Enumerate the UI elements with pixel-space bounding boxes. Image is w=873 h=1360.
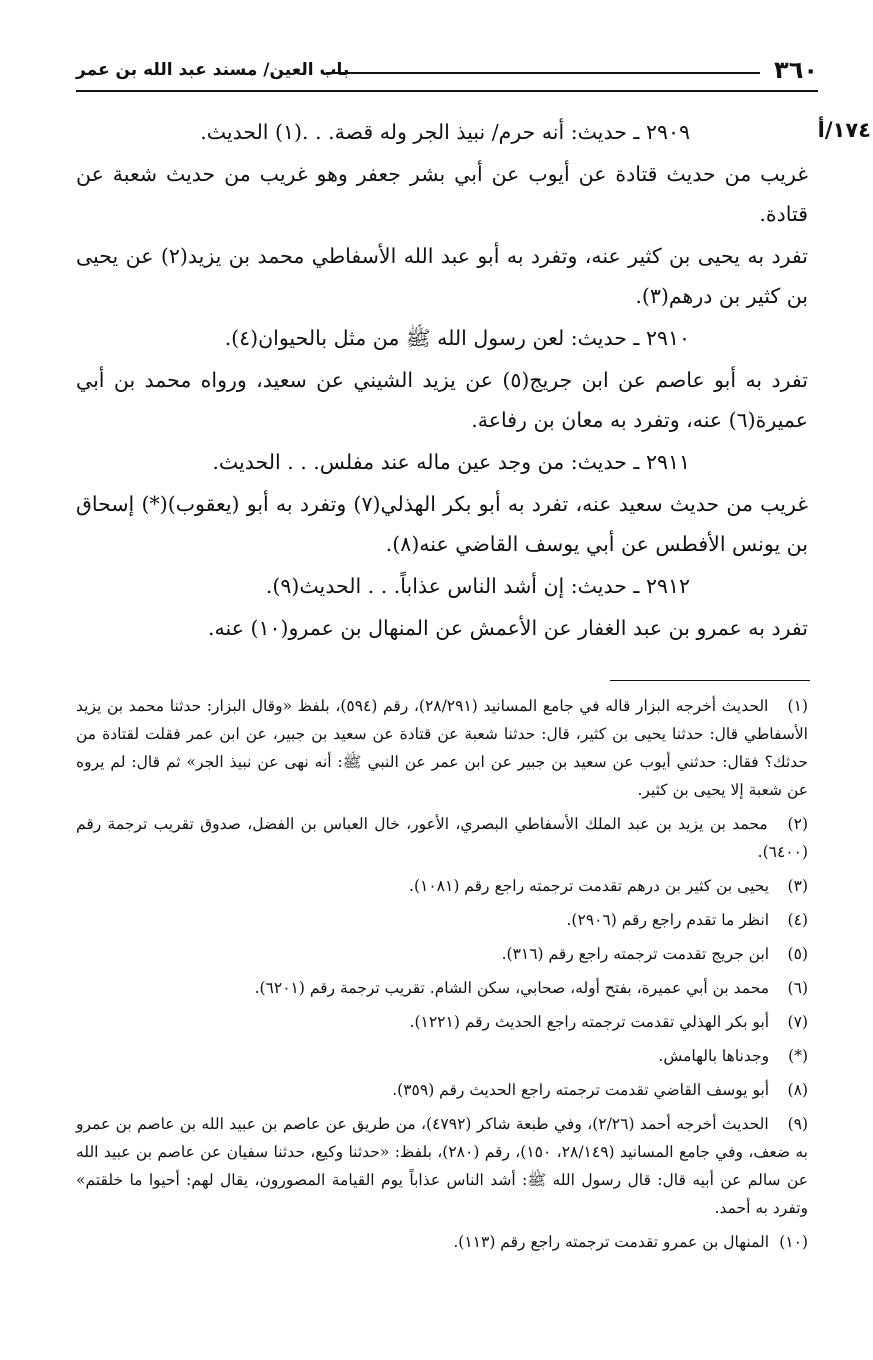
footnote	[76, 1042, 808, 1070]
footnote-number: (٦)	[787, 979, 808, 997]
footnote	[76, 810, 808, 866]
footnote-number: (٥)	[787, 945, 808, 963]
footnote-text: أبو بكر الهذلي تقدمت ترجمته راجع الحديث رقم (١٢٢١).	[409, 1013, 774, 1031]
footnote-text: يحيى بن كثير بن درهم تقدمت ترجمته راجع رقم (١٠٨١).	[409, 877, 774, 895]
footnote-number: (١)	[787, 697, 808, 715]
body-paragraph: تفرد به أبو عاصم عن ابن جريج(٥) عن يزيد الشيني عن سعيد، ورواه محمد بن أبي عميرة(٦) عنه، وتفرد به معان بن رفاعة.	[76, 368, 808, 432]
body-paragraph: غريب من حديث سعيد عنه، تفرد به أبو بكر الهذلي(٧) وتفرد به أبو (يعقوب)(*) إسحاق بن يونس الأفطس عن أبي يوسف القاضي عنه(٨).	[76, 492, 808, 556]
footnote-separator	[610, 680, 810, 681]
main-text	[76, 112, 808, 650]
hadith-heading: ٢٩١٢ ـ حديث: إن أشد الناس عذاباً. . . الحديث(٩).	[265, 574, 690, 598]
header-rule	[326, 72, 760, 74]
footnote-number: (٣)	[787, 877, 808, 895]
footnote-text: محمد بن أبي عميرة، بفتح أوله، صحابي، سكن الشام. تقريب ترجمة رقم (٦٢٠١).	[254, 979, 774, 997]
footnote	[76, 940, 808, 968]
footnote-number: (٢)	[787, 815, 808, 833]
footnote	[76, 906, 808, 934]
body-paragraph: تفرد به يحيى بن كثير عنه، وتفرد به أبو عبد الله الأسفاطي محمد بن يزيد(٢) عن يحيى بن كثير بن درهم(٣).	[76, 244, 808, 308]
footnote	[76, 872, 808, 900]
footnote	[76, 1228, 808, 1256]
body-paragraph: غريب من حديث قتادة عن أيوب عن أبي بشر جعفر وهو غريب من حديث شعبة عن قتادة.	[76, 162, 808, 226]
footnote-text: المنهال بن عمرو تقدمت ترجمته راجع رقم (١١٣).	[453, 1233, 774, 1251]
footnote	[76, 1110, 808, 1222]
hadith-heading: ٢٩١١ ـ حديث: من وجد عين ماله عند مفلس. . . الحديث.	[212, 450, 690, 474]
footnote-text: انظر ما تقدم راجع رقم (٢٩٠٦).	[566, 911, 774, 929]
footnote	[76, 1076, 808, 1104]
page-header	[76, 56, 818, 92]
footnote-text: الحديث أخرجه البزار قاله في جامع المسانيد (٢٨/٢٩١)، رقم (٥٩٤)، بلفظ «وقال البزار: حدثنا محمد بن يزيد الأسفاطي قال: حدثنا يحيى بن كثير، قال: حدثنا شعبة عن قتادة عن سعيد بن جبير، عن ابن عمر فقلت لقتادة من حدثك؟ فقال: حدثني أيوب عن سعيد بن جبير عن ابن عمر عن النبي ﷺ: أنه نهى عن نبيذ الجر» ثم قال: لم يروه عن شعبة إلا يحيى بن كثير.	[76, 697, 808, 799]
footnote-number: (١٠)	[779, 1233, 808, 1251]
running-title: باب العين/ مسند عبد الله بن عمر	[76, 60, 350, 80]
footnote	[76, 1008, 808, 1036]
footnote	[76, 974, 808, 1002]
footnote-text: ابن جريج تقدمت ترجمته راجع رقم (٣١٦).	[501, 945, 774, 963]
footnote-number: (٤)	[787, 911, 808, 929]
footnote-text: محمد بن يزيد بن عبد الملك الأسفاطي البصري، الأعور، خال العباس بن الفضل، صدوق تقريب ترجمة رقم (٦٤٠٠).	[76, 815, 808, 861]
footnotes	[76, 692, 808, 1262]
margin-folio-note: ١٧٤/أ	[817, 118, 871, 142]
footnote-number: (٩)	[787, 1115, 809, 1133]
body-paragraph: تفرد به عمرو بن عبد الغفار عن الأعمش عن المنهال بن عمرو(١٠) عنه.	[208, 616, 808, 640]
footnote-number: (*)	[788, 1047, 808, 1065]
footnote	[76, 692, 808, 804]
footnote-number: (٧)	[787, 1013, 808, 1031]
footnote-text: وجدناها بالهامش.	[658, 1047, 774, 1065]
page-number: ٣٦٠	[774, 56, 818, 84]
footnote-number: (٨)	[787, 1081, 808, 1099]
hadith-heading: ٢٩٠٩ ـ حديث: أنه حرم/ نبيذ الجر وله قصة. . .(١) الحديث.	[200, 120, 690, 144]
footnote-text: أبو يوسف القاضي تقدمت ترجمته راجع الحديث رقم (٣٥٩).	[392, 1081, 774, 1099]
hadith-heading: ٢٩١٠ ـ حديث: لعن رسول الله ﷺ من مثل بالحيوان(٤).	[224, 326, 690, 350]
footnote-text: الحديث أخرجه أحمد (٢/٢٦)، وفي طبعة شاكر (٤٧٩٢)، من طريق عن عاصم بن عبيد الله بن عاصم بن عمرو به ضعف، وفي جامع المسانيد (٢٨/١٤٩، ١٥٠)، رقم (٢٨٠)، بلفظ: «حدثنا وكيع، حدثنا سفيان عن عاصم بن عبيد الله عن سالم عن أبيه قال: قال رسول الله ﷺ: أشد الناس عذاباً يوم القيامة المصورون، يقال لهم: أحيوا ما خلقتم» وتفرد به أحمد.	[76, 1115, 808, 1217]
